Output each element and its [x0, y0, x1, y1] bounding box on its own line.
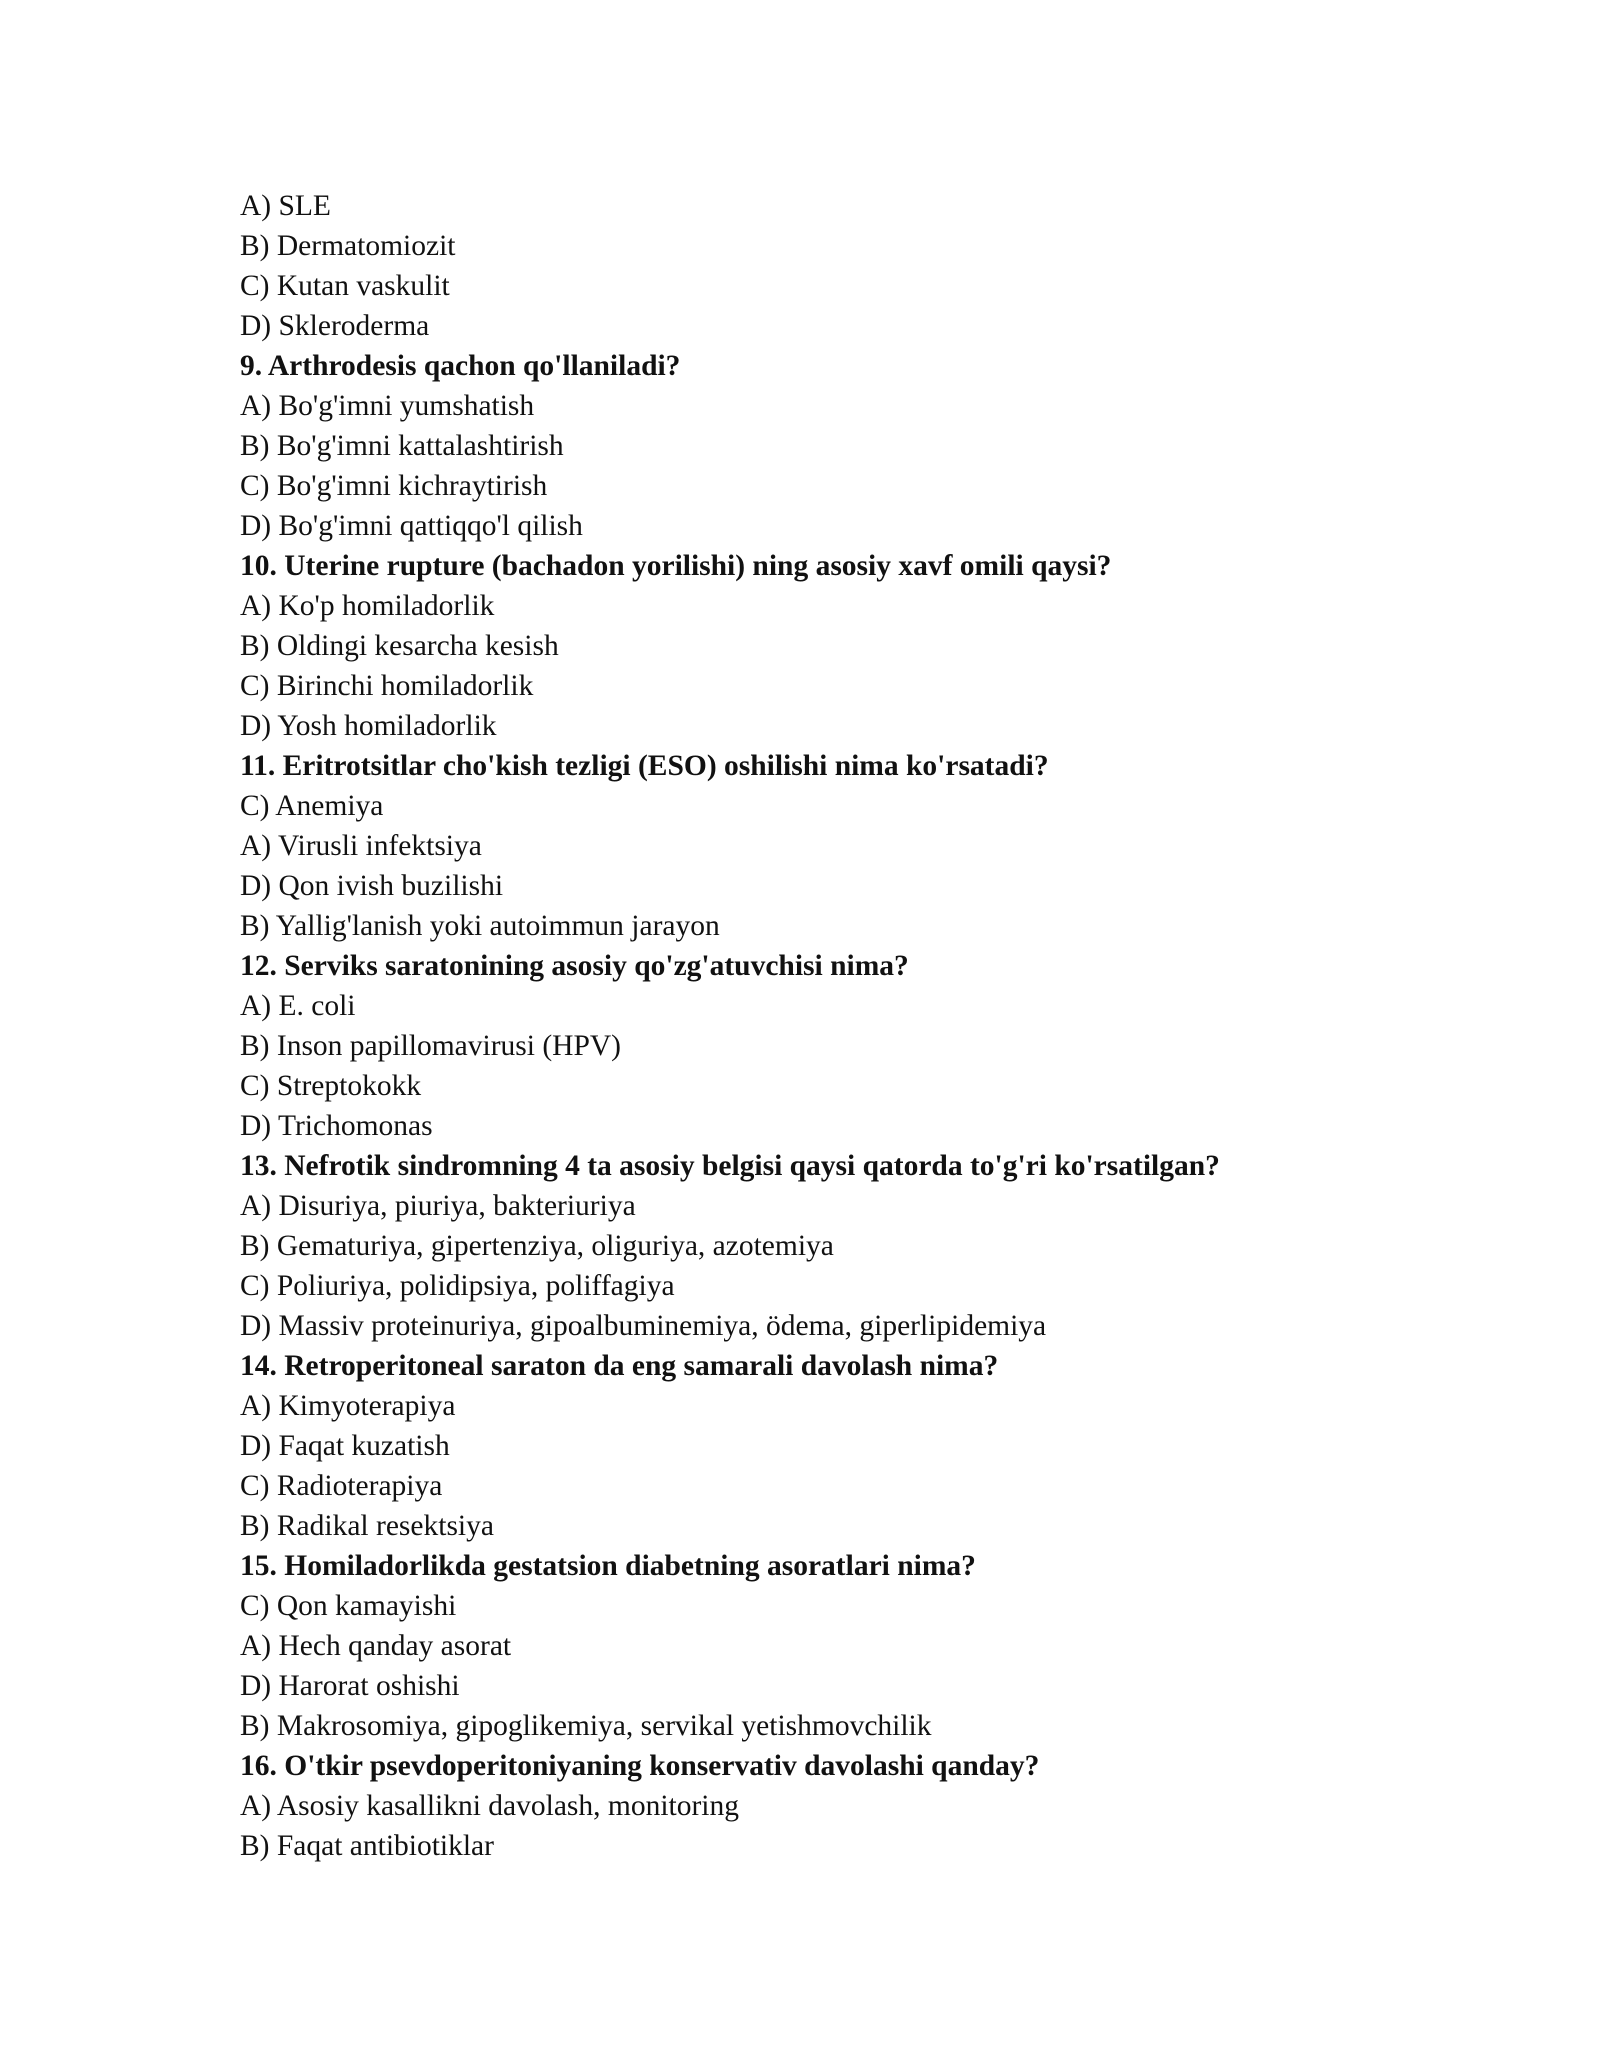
option-line: C) Poliuriya, polidipsiya, poliffagiya	[240, 1270, 675, 1302]
question-line: 13. Nefrotik sindromning 4 ta asosiy belgisi qaysi qatorda to'g'ri ko'rsatilgan?	[240, 1150, 1220, 1182]
option-line: C) Qon kamayishi	[240, 1590, 457, 1622]
option-line: D) Faqat kuzatish	[240, 1430, 450, 1462]
option-line: D) Trichomonas	[240, 1110, 433, 1142]
option-line: D) Bo'g'imni qattiqqo'l qilish	[240, 510, 583, 542]
option-line: A) Hech qanday asorat	[240, 1630, 512, 1662]
option-line: C) Kutan vaskulit	[240, 270, 450, 302]
option-line: D) Skleroderma	[240, 310, 430, 342]
document-page	[240, 186, 1420, 1866]
option-line: B) Bo'g'imni kattalashtirish	[240, 430, 564, 462]
option-line: B) Radikal resektsiya	[240, 1510, 494, 1542]
option-line: A) Asosiy kasallikni davolash, monitoring	[240, 1790, 740, 1822]
question-line: 12. Serviks saratonining asosiy qo'zg'atuvchisi nima?	[240, 950, 909, 982]
option-line: A) SLE	[240, 190, 331, 222]
question-line: 14. Retroperitoneal saraton da eng samarali davolash nima?	[240, 1350, 999, 1382]
option-line: B) Oldingi kesarcha kesish	[240, 630, 559, 662]
option-line: A) Ko'p homiladorlik	[240, 590, 495, 622]
option-line: C) Streptokokk	[240, 1070, 422, 1102]
option-line: B) Makrosomiya, gipoglikemiya, servikal yetishmovchilik	[240, 1710, 932, 1742]
option-line: C) Anemiya	[240, 790, 384, 822]
option-line: A) Bo'g'imni yumshatish	[240, 390, 535, 422]
option-line: C) Bo'g'imni kichraytirish	[240, 470, 548, 502]
option-line: A) Disuriya, piuriya, bakteriuriya	[240, 1190, 636, 1222]
option-line: B) Inson papillomavirusi (HPV)	[240, 1030, 622, 1062]
question-line: 10. Uterine rupture (bachadon yorilishi) ning asosiy xavf omili qaysi?	[240, 550, 1112, 582]
option-line: D) Massiv proteinuriya, gipoalbuminemiya, ödema, giperlipidemiya	[240, 1310, 1047, 1342]
option-line: D) Harorat oshishi	[240, 1670, 460, 1702]
option-line: B) Faqat antibiotiklar	[240, 1830, 494, 1862]
question-line: 9. Arthrodesis qachon qo'llaniladi?	[240, 350, 681, 382]
option-line: C) Radioterapiya	[240, 1470, 443, 1502]
option-line: C) Birinchi homiladorlik	[240, 670, 534, 702]
option-line: A) E. coli	[240, 990, 356, 1022]
option-line: B) Dermatomiozit	[240, 230, 456, 262]
option-line: D) Qon ivish buzilishi	[240, 870, 504, 902]
option-line: B) Yallig'lanish yoki autoimmun jarayon	[240, 910, 720, 942]
option-line: A) Virusli infektsiya	[240, 830, 482, 862]
option-line: A) Kimyoterapiya	[240, 1390, 456, 1422]
option-line: B) Gematuriya, gipertenziya, oliguriya, azotemiya	[240, 1230, 834, 1262]
option-line: D) Yosh homiladorlik	[240, 710, 497, 742]
question-line: 15. Homiladorlikda gestatsion diabetning asoratlari nima?	[240, 1550, 976, 1582]
question-line: 16. O'tkir psevdoperitoniyaning konservativ davolashi qanday?	[240, 1750, 1040, 1782]
question-line: 11. Eritrotsitlar cho'kish tezligi (ESO) oshilishi nima ko'rsatadi?	[240, 750, 1049, 782]
